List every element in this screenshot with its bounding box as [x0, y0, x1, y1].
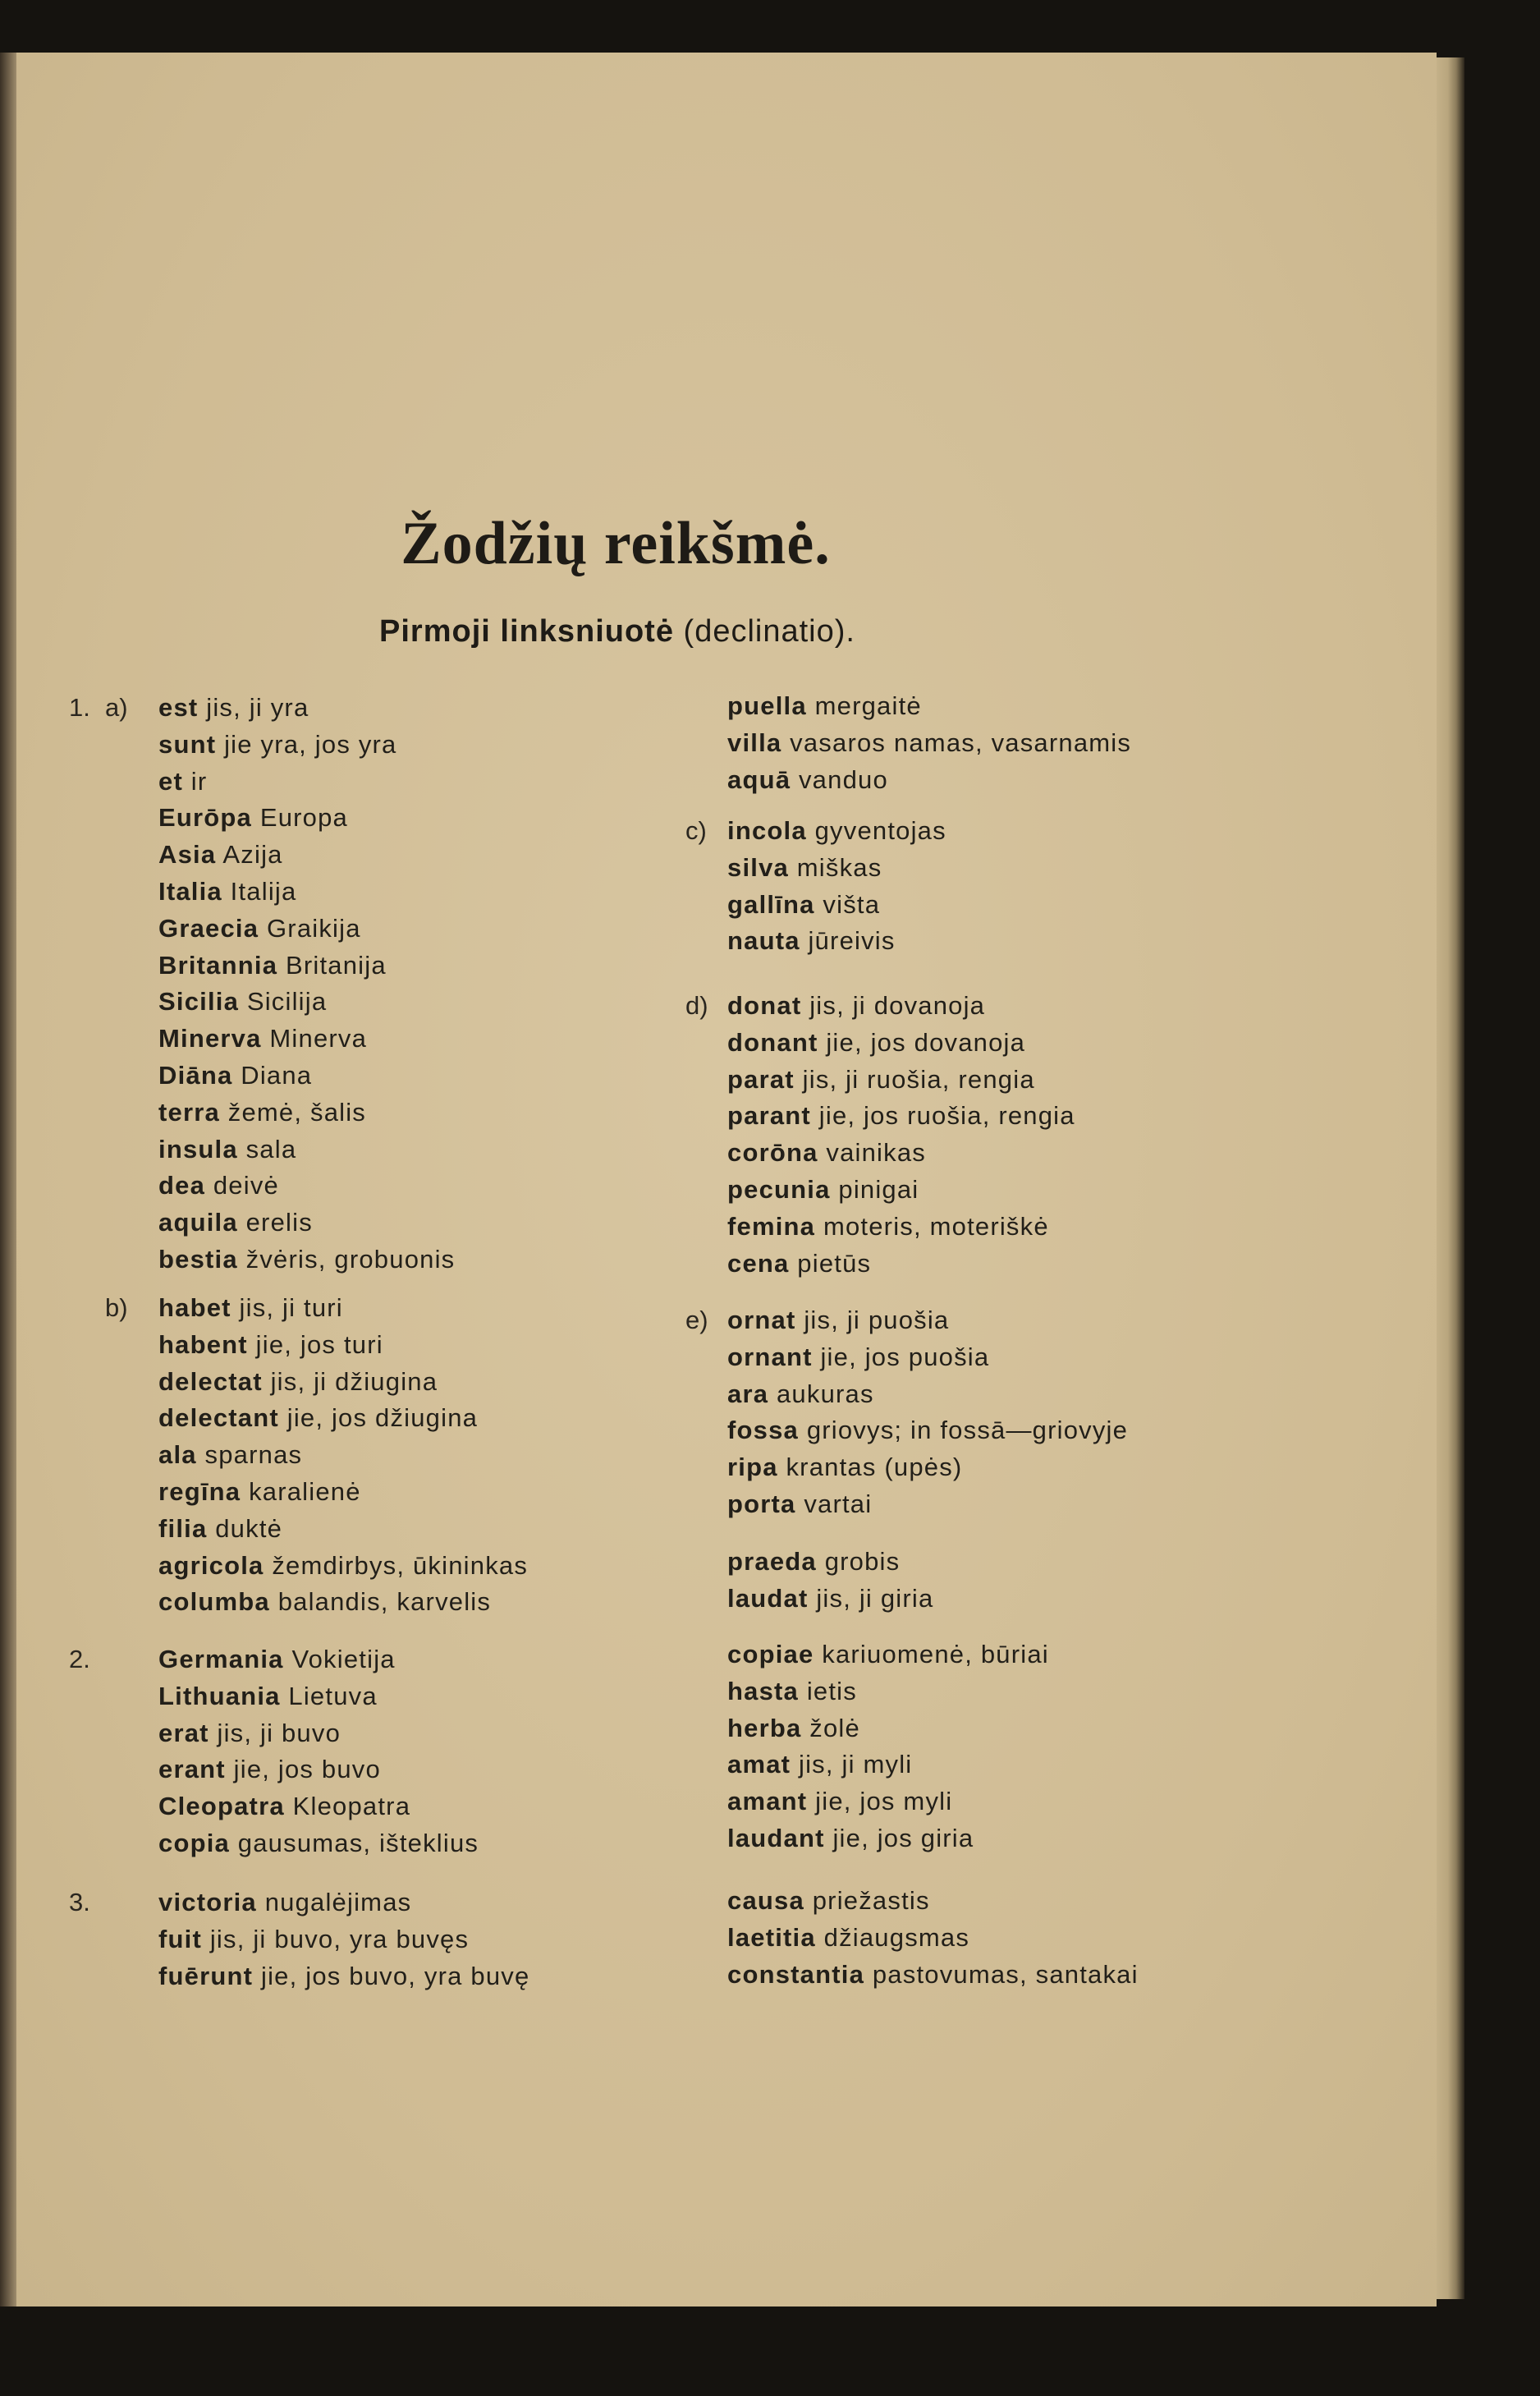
- lithuanian-meaning: Kleopatra: [292, 1792, 411, 1821]
- latin-word: constantia: [727, 1959, 865, 1989]
- latin-word: laudant: [727, 1823, 825, 1852]
- page-subtitle: [0, 614, 1235, 649]
- lithuanian-meaning: pinigai: [838, 1174, 919, 1204]
- vocab-entry: [727, 1957, 1139, 1994]
- vocab-entry: [727, 1025, 1075, 1062]
- vocab-entry: [727, 1246, 1075, 1283]
- latin-word: delectat: [158, 1366, 263, 1396]
- vocab-entry: [158, 1958, 529, 1995]
- lithuanian-meaning: vainikas: [826, 1138, 926, 1168]
- vocab-entry: [727, 688, 1131, 725]
- latin-word: Italia: [158, 876, 222, 906]
- subsection-letter: b): [105, 1293, 128, 1322]
- vocab-entry: [158, 1290, 528, 1327]
- latin-word: herba: [727, 1713, 802, 1742]
- vocab-entry: [158, 1168, 455, 1205]
- vocab-group: [727, 1544, 933, 1618]
- vocab-entry: [727, 1883, 1139, 1920]
- lithuanian-meaning: jie, jos myli: [815, 1787, 953, 1816]
- latin-word: erat: [158, 1718, 209, 1747]
- latin-word: laudat: [727, 1583, 809, 1613]
- lithuanian-meaning: balandis, karvelis: [277, 1587, 492, 1617]
- vocab-group: [727, 988, 1075, 1282]
- vocab-entry: [158, 1788, 479, 1825]
- vocab-entry: [158, 948, 455, 985]
- vocab-entry: [727, 762, 1131, 799]
- lithuanian-meaning: jis, ji buvo, yra buvęs: [209, 1924, 470, 1953]
- vocab-entry: [158, 1548, 528, 1585]
- vocab-entry: [727, 850, 946, 887]
- vocab-entry: [158, 874, 455, 911]
- lithuanian-meaning: jis, ji turi: [239, 1293, 343, 1322]
- latin-word: delectant: [158, 1403, 279, 1433]
- lithuanian-meaning: nugalėjimas: [264, 1888, 412, 1916]
- latin-word: aquila: [158, 1208, 238, 1237]
- lithuanian-meaning: priežastis: [812, 1886, 930, 1915]
- lithuanian-meaning: sala: [245, 1134, 297, 1164]
- lithuanian-meaning: Vokietija: [291, 1645, 396, 1673]
- latin-word: ripa: [727, 1453, 778, 1482]
- latin-word: regīna: [158, 1476, 241, 1506]
- latin-word: laetitia: [727, 1922, 816, 1952]
- vocab-entry: [158, 1641, 479, 1678]
- subsection-letter: d): [685, 991, 708, 1020]
- vocab-entry: [727, 1636, 1049, 1673]
- vocab-entry: [727, 1376, 1128, 1413]
- vocab-entry: [727, 1412, 1128, 1449]
- lithuanian-meaning: žvėris, grobuonis: [245, 1244, 456, 1274]
- vocab-entry: [727, 887, 946, 924]
- vocab-entry: [727, 923, 946, 960]
- vocab-entry: [727, 1747, 1049, 1783]
- latin-word: femina: [727, 1211, 816, 1241]
- latin-word: Diāna: [158, 1060, 233, 1090]
- subsection-letter: c): [685, 816, 707, 845]
- lithuanian-meaning: Italija: [230, 876, 297, 906]
- lithuanian-meaning: pastovumas, santakai: [872, 1959, 1139, 1989]
- vocab-entry: [158, 1327, 528, 1364]
- vocab-group: [158, 690, 455, 1278]
- latin-word: gallīna: [727, 889, 815, 919]
- lithuanian-meaning: jis, ji buvo: [217, 1718, 341, 1747]
- latin-word: victoria: [158, 1888, 257, 1916]
- latin-word: Eurōpa: [158, 803, 252, 833]
- latin-word: fuērunt: [158, 1961, 254, 1990]
- latin-word: silva: [727, 852, 789, 882]
- vocab-entry: [158, 837, 455, 874]
- latin-word: hasta: [727, 1676, 799, 1705]
- latin-word: Germania: [158, 1645, 284, 1673]
- lithuanian-meaning: jis, ji dovanoja: [809, 991, 986, 1020]
- vocab-entry: [727, 1783, 1049, 1820]
- latin-word: porta: [727, 1489, 796, 1518]
- lithuanian-meaning: jie, jos džiugina: [286, 1403, 479, 1433]
- vocab-entry: [158, 1825, 479, 1862]
- vocab-entry: [727, 1920, 1139, 1957]
- latin-word: Lithuania: [158, 1681, 281, 1710]
- lithuanian-meaning: vasaros namas, vasarnamis: [790, 728, 1132, 757]
- lithuanian-meaning: griovys; in fossā—griovyje: [806, 1416, 1129, 1445]
- lithuanian-meaning: jie, jos buvo, yra buvę: [261, 1961, 530, 1990]
- lithuanian-meaning: jūreivis: [808, 926, 896, 956]
- latin-word: insula: [158, 1134, 238, 1164]
- vocab-entry: [158, 1095, 455, 1131]
- latin-word: Britannia: [158, 950, 278, 980]
- vocab-entry: [158, 1205, 455, 1242]
- latin-word: praeda: [727, 1547, 817, 1576]
- vocab-entry: [727, 1062, 1075, 1099]
- vocab-entry: [727, 1486, 1128, 1523]
- lithuanian-meaning: vanduo: [798, 764, 888, 794]
- vocab-entry: [727, 1544, 933, 1581]
- vocab-entry: [158, 1021, 455, 1058]
- lithuanian-meaning: Sicilija: [246, 987, 328, 1017]
- latin-word: filia: [158, 1513, 208, 1543]
- latin-word: agricola: [158, 1550, 264, 1580]
- subtitle-rest: (declinatio).: [683, 614, 855, 649]
- lithuanian-meaning: Diana: [241, 1060, 313, 1090]
- latin-word: erant: [158, 1755, 226, 1784]
- vocab-entry: [158, 727, 455, 764]
- latin-word: parat: [727, 1064, 795, 1094]
- vocab-group: [727, 1883, 1139, 1993]
- vocab-entry: [158, 1364, 528, 1401]
- lithuanian-meaning: aukuras: [776, 1379, 874, 1408]
- vocab-entry: [727, 1209, 1075, 1246]
- vocab-entry: [158, 1400, 528, 1437]
- vocab-entry: [727, 988, 1075, 1025]
- subtitle-bold: Pirmoji linksniuotė: [379, 614, 674, 649]
- lithuanian-meaning: kariuomenė, būriai: [822, 1640, 1049, 1668]
- lithuanian-meaning: grobis: [824, 1547, 901, 1576]
- vocab-entry: [158, 911, 455, 948]
- vocab-group: [727, 1302, 1128, 1523]
- vocab-entry: [158, 984, 455, 1021]
- lithuanian-meaning: vartai: [804, 1489, 873, 1518]
- lithuanian-meaning: Minerva: [269, 1024, 368, 1053]
- latin-word: ornat: [727, 1306, 796, 1334]
- latin-word: donant: [727, 1027, 818, 1057]
- vocab-entry: [727, 1098, 1075, 1135]
- lithuanian-meaning: erelis: [245, 1208, 313, 1237]
- vocab-entry: [158, 1584, 528, 1621]
- vocab-group: [727, 813, 946, 960]
- lithuanian-meaning: jie, jos turi: [255, 1329, 383, 1359]
- vocab-entry: [727, 1820, 1049, 1857]
- lithuanian-meaning: miškas: [796, 852, 882, 882]
- page-left-edge: [0, 53, 18, 2306]
- vocab-group: [158, 1884, 529, 1994]
- lithuanian-meaning: jie, jos ruošia, rengia: [818, 1101, 1075, 1131]
- latin-word: pecunia: [727, 1174, 831, 1204]
- latin-word: ala: [158, 1440, 197, 1470]
- latin-word: ornant: [727, 1342, 813, 1371]
- vocab-entry: [727, 1302, 1128, 1339]
- lithuanian-meaning: deivė: [213, 1171, 279, 1200]
- latin-word: terra: [158, 1097, 220, 1127]
- latin-word: bestia: [158, 1244, 238, 1274]
- vocab-entry: [158, 1678, 479, 1715]
- lithuanian-meaning: žemdirbys, ūkininkas: [272, 1550, 529, 1580]
- vocab-entry: [727, 1449, 1128, 1486]
- lithuanian-meaning: krantas (upės): [786, 1453, 963, 1482]
- latin-word: incola: [727, 816, 807, 845]
- vocab-entry: [158, 1715, 479, 1752]
- lithuanian-meaning: moteris, moteriškė: [823, 1211, 1049, 1241]
- latin-word: Cleopatra: [158, 1792, 285, 1821]
- lithuanian-meaning: Azija: [222, 840, 283, 870]
- lithuanian-meaning: duktė: [215, 1513, 283, 1543]
- latin-word: fossa: [727, 1416, 799, 1445]
- vocab-entry: [158, 1474, 528, 1511]
- section-number: 3.: [69, 1888, 90, 1916]
- latin-word: amat: [727, 1750, 791, 1779]
- lithuanian-meaning: karalienė: [249, 1476, 361, 1506]
- latin-word: donat: [727, 991, 802, 1020]
- lithuanian-meaning: sparnas: [204, 1440, 303, 1470]
- section-number: 2.: [69, 1645, 90, 1673]
- lithuanian-meaning: jie yra, jos yra: [224, 729, 397, 759]
- vocab-entry: [158, 1242, 455, 1278]
- lithuanian-meaning: žemė, šalis: [227, 1097, 367, 1127]
- vocab-group: [727, 1636, 1049, 1857]
- latin-word: fuit: [158, 1924, 202, 1953]
- vocab-entry: [727, 1710, 1049, 1747]
- latin-word: et: [158, 766, 183, 796]
- vocab-entry: [727, 1339, 1128, 1376]
- latin-word: habet: [158, 1293, 231, 1322]
- lithuanian-meaning: jis, ji puošia: [804, 1306, 950, 1334]
- page-title: Žodžių reikšmė.: [401, 510, 831, 577]
- lithuanian-meaning: pietūs: [797, 1248, 872, 1278]
- latin-word: Graecia: [158, 913, 259, 943]
- lithuanian-meaning: žolė: [809, 1713, 860, 1742]
- latin-word: nauta: [727, 926, 800, 956]
- vocab-entry: [158, 764, 455, 801]
- lithuanian-meaning: mergaitė: [814, 691, 922, 720]
- lithuanian-meaning: jie, jos puošia: [820, 1342, 990, 1371]
- vocab-entry: [727, 725, 1131, 762]
- lithuanian-meaning: ir: [190, 766, 208, 796]
- latin-word: amant: [727, 1787, 808, 1816]
- latin-word: sunt: [158, 729, 217, 759]
- latin-word: corōna: [727, 1138, 818, 1168]
- vocab-group: [158, 1641, 479, 1862]
- latin-word: parant: [727, 1101, 811, 1131]
- latin-word: aquā: [727, 764, 791, 794]
- latin-word: villa: [727, 728, 782, 757]
- latin-word: Minerva: [158, 1024, 262, 1053]
- latin-word: copiae: [727, 1640, 814, 1668]
- page-stack-edge: [1437, 57, 1464, 2299]
- latin-word: cena: [727, 1248, 790, 1278]
- lithuanian-meaning: Graikija: [266, 913, 361, 943]
- lithuanian-meaning: jis, ji yra: [206, 693, 309, 722]
- subsection-letter: e): [685, 1306, 708, 1334]
- lithuanian-meaning: jie, jos buvo: [233, 1755, 381, 1784]
- vocab-entry: [727, 1673, 1049, 1710]
- vocab-entry: [727, 1135, 1075, 1172]
- lithuanian-meaning: jis, ji džiugina: [270, 1366, 438, 1396]
- latin-word: Sicilia: [158, 987, 240, 1017]
- latin-word: columba: [158, 1587, 270, 1617]
- vocab-entry: [158, 1437, 528, 1474]
- lithuanian-meaning: Britanija: [285, 950, 387, 980]
- latin-word: dea: [158, 1171, 206, 1200]
- lithuanian-meaning: Europa: [259, 803, 348, 833]
- vocab-entry: [727, 1172, 1075, 1209]
- vocab-entry: [727, 1581, 933, 1618]
- lithuanian-meaning: jis, ji myli: [799, 1750, 913, 1779]
- latin-word: est: [158, 693, 199, 722]
- vocab-group: [158, 1290, 528, 1621]
- vocab-entry: [158, 1884, 529, 1921]
- lithuanian-meaning: jie, jos dovanoja: [826, 1027, 1026, 1057]
- latin-word: copia: [158, 1828, 230, 1857]
- lithuanian-meaning: džiaugsmas: [823, 1922, 970, 1952]
- lithuanian-meaning: gausumas, išteklius: [237, 1828, 479, 1857]
- latin-word: Asia: [158, 840, 217, 870]
- lithuanian-meaning: višta: [823, 889, 881, 919]
- vocab-entry: [158, 690, 455, 727]
- latin-word: habent: [158, 1329, 248, 1359]
- vocab-group: [727, 688, 1131, 798]
- lithuanian-meaning: jis, ji ruošia, rengia: [802, 1064, 1035, 1094]
- lithuanian-meaning: jis, ji giria: [816, 1583, 934, 1613]
- lithuanian-meaning: gyventojas: [814, 816, 946, 845]
- lithuanian-meaning: ietis: [806, 1676, 857, 1705]
- latin-word: puella: [727, 691, 807, 720]
- vocab-entry: [727, 813, 946, 850]
- vocab-entry: [158, 1921, 529, 1958]
- vocab-entry: [158, 1751, 479, 1788]
- vocab-entry: [158, 1511, 528, 1548]
- section-number: 1.: [69, 693, 90, 722]
- latin-word: ara: [727, 1379, 769, 1408]
- lithuanian-meaning: jie, jos giria: [832, 1823, 974, 1852]
- vocab-entry: [158, 1131, 455, 1168]
- latin-word: causa: [727, 1886, 804, 1915]
- lithuanian-meaning: Lietuva: [288, 1681, 378, 1710]
- vocab-entry: [158, 1058, 455, 1095]
- vocab-entry: [158, 800, 455, 837]
- subsection-letter: a): [105, 693, 128, 722]
